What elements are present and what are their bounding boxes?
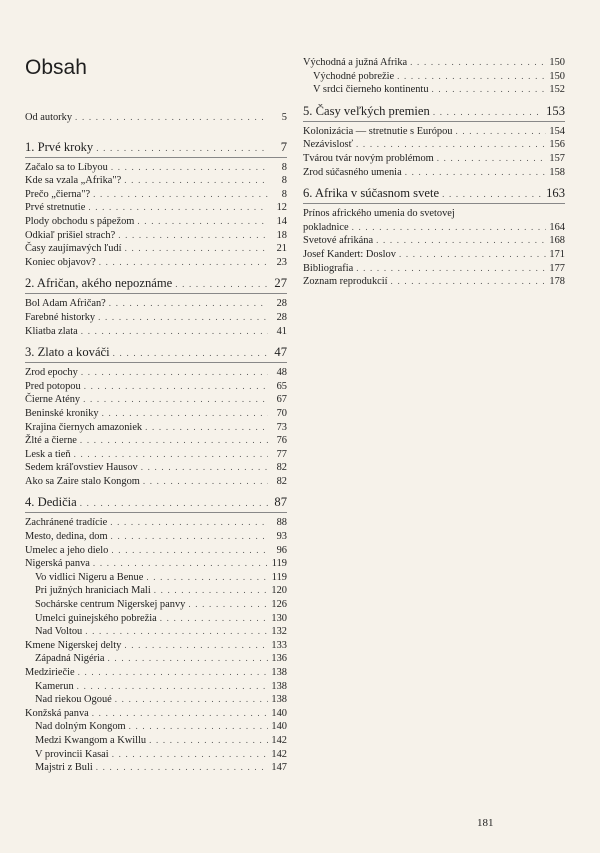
dot-leader xyxy=(188,598,268,612)
dot-leader xyxy=(93,557,268,571)
toc-entry[interactable] xyxy=(303,207,565,221)
dot-leader xyxy=(75,111,268,125)
toc-entry-label: Kliatba zlata xyxy=(25,325,78,337)
toc-entry-label: Čierne Atény xyxy=(25,394,81,406)
toc-entry-page: 133 xyxy=(271,639,287,651)
dot-leader xyxy=(93,188,268,202)
toc-entry-label: 3. Zlato a kováči xyxy=(25,345,110,360)
toc-entry-label: pokladnice xyxy=(303,221,349,233)
toc-entry[interactable] xyxy=(25,748,287,762)
dot-leader xyxy=(137,215,268,229)
toc-entry-label: Kamerun xyxy=(35,680,74,692)
toc-entry-page: 164 xyxy=(549,221,565,233)
toc-entry-label: Prečo „čierna"? xyxy=(25,188,91,200)
toc-entry[interactable] xyxy=(303,138,565,152)
toc-entry-page: 119 xyxy=(271,558,287,570)
dot-leader xyxy=(175,276,268,293)
dot-leader xyxy=(410,56,546,70)
toc-entry-page: 8 xyxy=(281,188,287,200)
toc-entry-label: Zoznam reprodukcií xyxy=(303,276,388,288)
dot-leader xyxy=(356,138,546,152)
toc-entry-label: Prvé stretnutie xyxy=(25,202,86,214)
dot-leader xyxy=(102,407,268,421)
toc-entry[interactable] xyxy=(25,761,287,775)
toc-entry-page: 138 xyxy=(271,680,287,692)
toc-entry-page: 88 xyxy=(276,517,287,529)
toc-entry-label: Kolonizácia — stretnutie s Európou xyxy=(303,125,453,137)
toc-entry-label: Pred potopou xyxy=(25,380,81,392)
toc-entry-label: Zrod súčasného umenia xyxy=(303,166,402,178)
toc-entry[interactable] xyxy=(303,70,565,84)
dot-leader xyxy=(80,434,268,448)
page-title: Obsah xyxy=(25,56,87,79)
toc-entry-label: Krajina čiernych amazoniek xyxy=(25,421,143,433)
toc-entry-label: Umelci guinejského pobrežia xyxy=(35,612,157,624)
dot-leader xyxy=(149,734,268,748)
toc-entry-page: 147 xyxy=(271,762,287,774)
toc-entry-page: 28 xyxy=(276,298,287,310)
toc-entry-label: Nad dolným Kongom xyxy=(35,721,126,733)
chapter-rule xyxy=(25,293,287,294)
toc-entry[interactable] xyxy=(25,111,287,125)
toc-entry-label: Nad riekou Ogoué xyxy=(35,694,112,706)
toc-entry[interactable] xyxy=(25,693,287,707)
toc-entry-page: 138 xyxy=(271,694,287,706)
toc-entry-label: Sedem kráľovstiev Hausov xyxy=(25,462,138,474)
chapter-rule xyxy=(303,121,565,122)
toc-entry-page: 67 xyxy=(276,394,287,406)
toc-entry-page: 140 xyxy=(271,721,287,733)
page-number: 181 xyxy=(477,817,494,829)
toc-entry[interactable] xyxy=(303,248,565,262)
dot-leader xyxy=(74,448,268,462)
dot-leader xyxy=(83,393,268,407)
toc-entry[interactable] xyxy=(25,652,287,666)
toc-entry-page: 65 xyxy=(276,380,287,392)
dot-leader xyxy=(356,262,546,276)
dot-leader xyxy=(81,366,268,380)
toc-entry-page: 87 xyxy=(274,495,287,510)
toc-entry-page: 154 xyxy=(549,125,565,137)
toc-entry[interactable] xyxy=(25,544,287,558)
toc-entry-label: Východné pobrežie xyxy=(313,70,395,82)
dot-leader xyxy=(442,186,543,203)
toc-entry-label: Západná Nigéria xyxy=(35,653,105,665)
toc-entry-label: Kde sa vzala „Afrika"? xyxy=(25,175,122,187)
toc-entry-page: 119 xyxy=(271,571,287,583)
dot-leader xyxy=(160,612,268,626)
toc-entry-page: 136 xyxy=(271,653,287,665)
toc-entry-page: 158 xyxy=(549,166,565,178)
toc-entry[interactable] xyxy=(303,275,565,289)
toc-entry-label: Nad Voltou xyxy=(35,626,83,638)
toc-entry-page: 171 xyxy=(549,248,565,260)
toc-entry[interactable] xyxy=(25,680,287,694)
toc-entry[interactable] xyxy=(303,125,565,139)
toc-entry-page: 142 xyxy=(271,734,287,746)
toc-entry[interactable] xyxy=(25,639,287,653)
toc-entry-label: Začalo sa to Líbyou xyxy=(25,161,108,173)
toc-entry-page: 82 xyxy=(276,462,287,474)
toc-entry-page: 7 xyxy=(280,139,287,154)
toc-entry[interactable] xyxy=(25,734,287,748)
toc-entry-label: Konžská panva xyxy=(25,707,89,719)
dot-leader xyxy=(96,140,268,157)
toc-entry[interactable] xyxy=(25,393,287,407)
toc-entry-label: 6. Afrika v súčasnom svete xyxy=(303,186,440,201)
toc-entry[interactable] xyxy=(25,229,287,243)
toc-entry[interactable] xyxy=(25,612,287,626)
chapter-rule xyxy=(303,203,565,204)
dot-leader xyxy=(111,544,268,558)
toc-entry-page: 150 xyxy=(549,70,565,82)
dot-leader xyxy=(433,104,543,121)
dot-leader xyxy=(115,693,268,707)
toc-entry[interactable] xyxy=(25,325,287,339)
toc-entry-label: Zachránené tradície xyxy=(25,517,108,529)
toc-entry-page: 47 xyxy=(274,345,287,360)
toc-entry-label: Pri južných hraniciach Mali xyxy=(35,585,151,597)
toc-entry-label: 2. Afričan, akého nepoznáme xyxy=(25,276,173,291)
toc-entry-label: Medzi Kwangom a Kwillu xyxy=(35,734,147,746)
dot-leader xyxy=(391,275,546,289)
toc-entry-page: 27 xyxy=(274,276,287,291)
dot-leader xyxy=(118,229,268,243)
toc-entry[interactable] xyxy=(25,516,287,530)
toc-entry[interactable] xyxy=(25,571,287,585)
dot-leader xyxy=(81,325,268,339)
toc-chapter[interactable] xyxy=(25,275,287,292)
dot-leader xyxy=(84,380,268,394)
dot-leader xyxy=(352,221,546,235)
dot-leader xyxy=(124,639,268,653)
toc-entry-label: Medziriečie xyxy=(25,667,75,678)
toc-entry[interactable] xyxy=(25,557,287,571)
toc-entry[interactable] xyxy=(303,234,565,248)
toc-entry-label: Sochárske centrum Nigerskej panvy xyxy=(35,599,186,611)
toc-entry-label: Josef Kandert: Doslov xyxy=(303,248,396,260)
toc-entry-label: Ako sa Zaire stalo Kongom xyxy=(25,475,140,487)
dot-leader xyxy=(113,345,268,362)
toc-entry-page: 82 xyxy=(276,475,287,487)
toc-entry-page: 8 xyxy=(281,161,287,173)
toc-entry-page: 156 xyxy=(549,139,565,151)
dot-leader xyxy=(109,297,268,311)
dot-leader xyxy=(111,530,268,544)
toc-entry-label: 1. Prvé kroky xyxy=(25,139,94,154)
toc-entry-page: 41 xyxy=(276,325,287,337)
toc-entry-label: Svetové afrikána xyxy=(303,235,374,247)
toc-entry-page: 142 xyxy=(271,748,287,760)
dot-leader xyxy=(88,201,268,215)
toc-entry-label: Mesto, dedina, dom xyxy=(25,531,108,543)
toc-entry[interactable] xyxy=(25,707,287,721)
toc-entry[interactable] xyxy=(25,434,287,448)
toc-left-column xyxy=(25,111,287,775)
dot-leader xyxy=(110,516,268,530)
toc-entry[interactable] xyxy=(25,256,287,270)
toc-entry[interactable] xyxy=(25,242,287,256)
toc-entry-label: Farebné historky xyxy=(25,311,96,323)
toc-entry-page: 152 xyxy=(549,84,565,96)
dot-leader xyxy=(405,166,546,180)
section-spacer xyxy=(25,125,287,133)
toc-entry-label: Nigerská panva xyxy=(25,558,90,570)
toc-entry[interactable] xyxy=(303,56,565,70)
chapter-rule xyxy=(25,157,287,158)
dot-leader xyxy=(143,475,268,489)
dot-leader xyxy=(146,571,268,585)
dot-leader xyxy=(397,70,546,84)
toc-entry-page: 168 xyxy=(549,235,565,247)
toc-entry-label: Lesk a tieň xyxy=(25,448,71,460)
toc-entry-label: Bibliografia xyxy=(303,262,354,274)
chapter-rule xyxy=(25,512,287,513)
toc-entry-label: Časy zaujímavých ľudí xyxy=(25,243,122,255)
toc-entry[interactable] xyxy=(25,366,287,380)
dot-leader xyxy=(432,83,546,97)
toc-entry-label: Východná a južná Afrika xyxy=(303,57,408,68)
toc-entry[interactable] xyxy=(25,475,287,489)
dot-leader xyxy=(129,720,268,734)
toc-entry[interactable] xyxy=(303,166,565,180)
toc-entry-page: 130 xyxy=(271,612,287,624)
toc-chapter[interactable] xyxy=(303,185,565,202)
toc-entry-page: 126 xyxy=(271,599,287,611)
toc-entry[interactable] xyxy=(25,201,287,215)
toc-entry[interactable] xyxy=(25,188,287,202)
toc-right-column xyxy=(303,56,565,289)
dot-leader xyxy=(154,584,268,598)
toc-entry-page: 76 xyxy=(276,435,287,447)
toc-entry[interactable] xyxy=(25,380,287,394)
toc-entry-page: 178 xyxy=(549,276,565,288)
toc-entry-page: 120 xyxy=(271,585,287,597)
toc-entry-page: 8 xyxy=(281,175,287,187)
toc-entry-label: Prínos afrického umenia do svetovej xyxy=(303,208,455,220)
toc-chapter[interactable] xyxy=(303,103,565,120)
toc-entry-page: 157 xyxy=(549,152,565,164)
toc-chapter[interactable] xyxy=(25,139,287,156)
dot-leader xyxy=(124,174,268,188)
toc-chapter[interactable] xyxy=(25,494,287,511)
dot-leader xyxy=(85,625,268,639)
toc-entry-label: Koniec objavov? xyxy=(25,256,96,268)
dot-leader xyxy=(437,152,546,166)
toc-entry-page: 70 xyxy=(276,407,287,419)
toc-entry[interactable] xyxy=(25,421,287,435)
toc-entry-label: Tvárou tvár novým problémom xyxy=(303,152,434,164)
toc-entry-label: Od autorky xyxy=(25,112,73,123)
dot-leader xyxy=(125,242,268,256)
toc-entry-page: 23 xyxy=(276,256,287,268)
toc-entry[interactable] xyxy=(25,161,287,175)
toc-entry[interactable] xyxy=(25,598,287,612)
dot-leader xyxy=(80,495,268,512)
toc-entry[interactable] xyxy=(25,297,287,311)
toc-entry-label: Plody obchodu s pápežom xyxy=(25,215,135,227)
toc-entry-page: 5 xyxy=(281,112,287,123)
toc-entry[interactable] xyxy=(25,530,287,544)
toc-chapter[interactable] xyxy=(25,344,287,361)
toc-entry-page: 150 xyxy=(549,57,565,68)
toc-entry[interactable] xyxy=(25,215,287,229)
dot-leader xyxy=(455,125,546,139)
dot-leader xyxy=(99,256,268,270)
toc-entry-page: 12 xyxy=(276,202,287,214)
dot-leader xyxy=(78,666,268,680)
toc-entry-page: 93 xyxy=(276,531,287,543)
dot-leader xyxy=(141,461,268,475)
dot-leader xyxy=(108,652,268,666)
toc-entry-label: Kmene Nigerskej delty xyxy=(25,639,122,651)
dot-leader xyxy=(98,311,268,325)
dot-leader xyxy=(376,234,546,248)
toc-entry-label: Žlté a čierne xyxy=(25,435,77,447)
toc-entry-page: 138 xyxy=(271,667,287,678)
toc-entry-page: 48 xyxy=(276,367,287,379)
toc-entry-page: 177 xyxy=(549,262,565,274)
dot-leader xyxy=(111,161,268,175)
toc-entry-label: Beninské kroniky xyxy=(25,407,99,419)
toc-entry-label: 4. Dedičia xyxy=(25,495,77,510)
toc-entry[interactable] xyxy=(25,461,287,475)
toc-entry[interactable] xyxy=(25,666,287,680)
toc-entry[interactable] xyxy=(25,407,287,421)
toc-entry-page: 163 xyxy=(546,186,565,201)
chapter-rule xyxy=(25,362,287,363)
toc-entry-page: 14 xyxy=(276,215,287,227)
toc-entry-page: 132 xyxy=(271,626,287,638)
toc-entry-label: Nezávislosť xyxy=(303,139,354,151)
dot-leader xyxy=(145,421,268,435)
dot-leader xyxy=(96,761,268,775)
toc-entry[interactable] xyxy=(303,221,565,235)
dot-leader xyxy=(399,248,546,262)
toc-entry-label: V provincii Kasai xyxy=(35,748,109,760)
toc-entry-label: Majstri z Buli xyxy=(35,762,93,774)
toc-entry[interactable] xyxy=(25,625,287,639)
toc-entry[interactable] xyxy=(25,720,287,734)
toc-entry[interactable] xyxy=(303,152,565,166)
toc-entry-label: Bol Adam Afričan? xyxy=(25,298,106,310)
toc-entry-page: 140 xyxy=(271,707,287,719)
dot-leader xyxy=(112,748,268,762)
toc-entry[interactable] xyxy=(303,262,565,276)
toc-entry[interactable] xyxy=(25,311,287,325)
toc-entry-label: V srdci čierneho kontinentu xyxy=(313,84,429,96)
toc-entry[interactable] xyxy=(25,448,287,462)
toc-entry-label: Zrod epochy xyxy=(25,367,78,379)
dot-leader xyxy=(77,680,268,694)
toc-entry-page: 18 xyxy=(276,229,287,241)
toc-entry-page: 73 xyxy=(276,421,287,433)
toc-entry-label: Umelec a jeho dielo xyxy=(25,544,109,556)
toc-entry[interactable] xyxy=(25,174,287,188)
toc-entry-page: 96 xyxy=(276,544,287,556)
toc-entry-label: Odkiaľ prišiel strach? xyxy=(25,229,116,241)
toc-entry-label: Vo vidlici Nigeru a Benue xyxy=(35,571,144,583)
toc-entry-label: 5. Časy veľkých premien xyxy=(303,103,430,118)
toc-entry-page: 153 xyxy=(546,103,565,118)
toc-entry-page: 28 xyxy=(276,311,287,323)
toc-entry[interactable] xyxy=(303,83,565,97)
dot-leader xyxy=(92,707,268,721)
toc-entry-page: 77 xyxy=(276,448,287,460)
toc-entry-page: 21 xyxy=(276,243,287,255)
toc-entry[interactable] xyxy=(25,584,287,598)
